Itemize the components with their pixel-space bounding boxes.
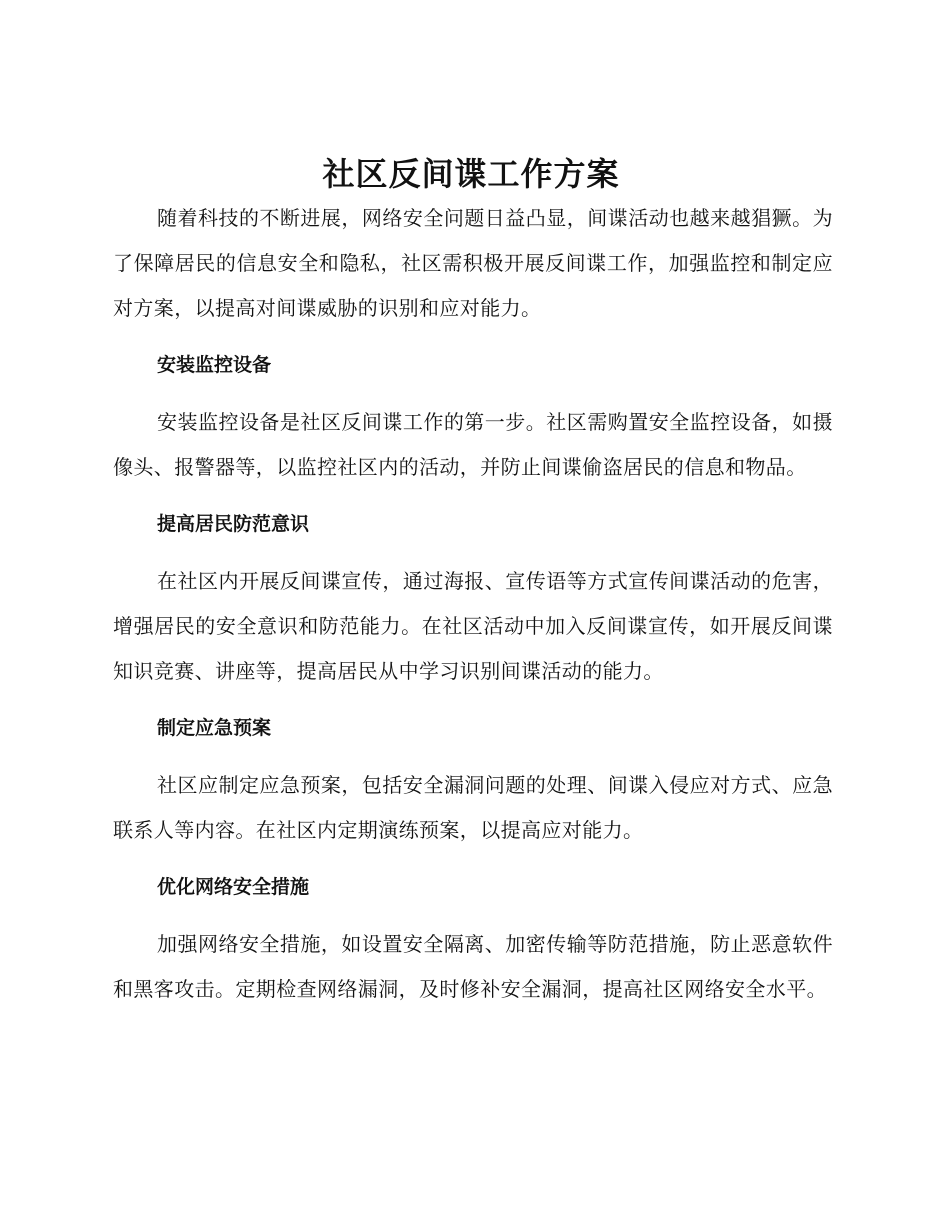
section-install-monitoring [113, 343, 833, 490]
section-emergency-plan [113, 706, 833, 853]
document-title: 社区反间谍工作方案 [322, 155, 620, 193]
section-heading: 优化网络安全措施 [157, 876, 310, 898]
section-heading: 安装监控设备 [157, 354, 272, 376]
section-awareness [113, 502, 833, 694]
section-network-security [113, 865, 833, 1012]
intro-paragraph: 随着科技的不断进展，网络安全问题日益凸显，间谍活动也越来越猖獗。为了保障居民的信息安全和隐私，社区需积极开展反间谍工作，加强监控和制定应对方案，以提高对间谍威胁的识别和应对能力。 [113, 206, 833, 320]
section-heading: 制定应急预案 [157, 717, 272, 739]
section-body: 在社区内开展反间谍宣传，通过海报、宣传语等方式宣传间谍活动的危害，增强居民的安全意识和防范能力。在社区活动中加入反间谍宣传，如开展反间谍知识竞赛、讲座等，提高居民从中学习识别间谍活动的能力。 [113, 569, 833, 683]
section-heading: 提高居民防范意识 [157, 513, 310, 535]
document-page [113, 150, 833, 1012]
section-body: 安装监控设备是社区反间谍工作的第一步。社区需购置安全监控设备，如摄像头、报警器等，以监控社区内的活动，并防止间谍偷盗居民的信息和物品。 [113, 410, 833, 479]
section-body: 社区应制定应急预案，包括安全漏洞问题的处理、间谍入侵应对方式、应急联系人等内容。在社区内定期演练预案，以提高应对能力。 [113, 773, 833, 842]
section-body: 加强网络安全措施，如设置安全隔离、加密传输等防范措施，防止恶意软件和黑客攻击。定期检查网络漏洞，及时修补安全漏洞，提高社区网络安全水平。 [113, 932, 833, 1001]
